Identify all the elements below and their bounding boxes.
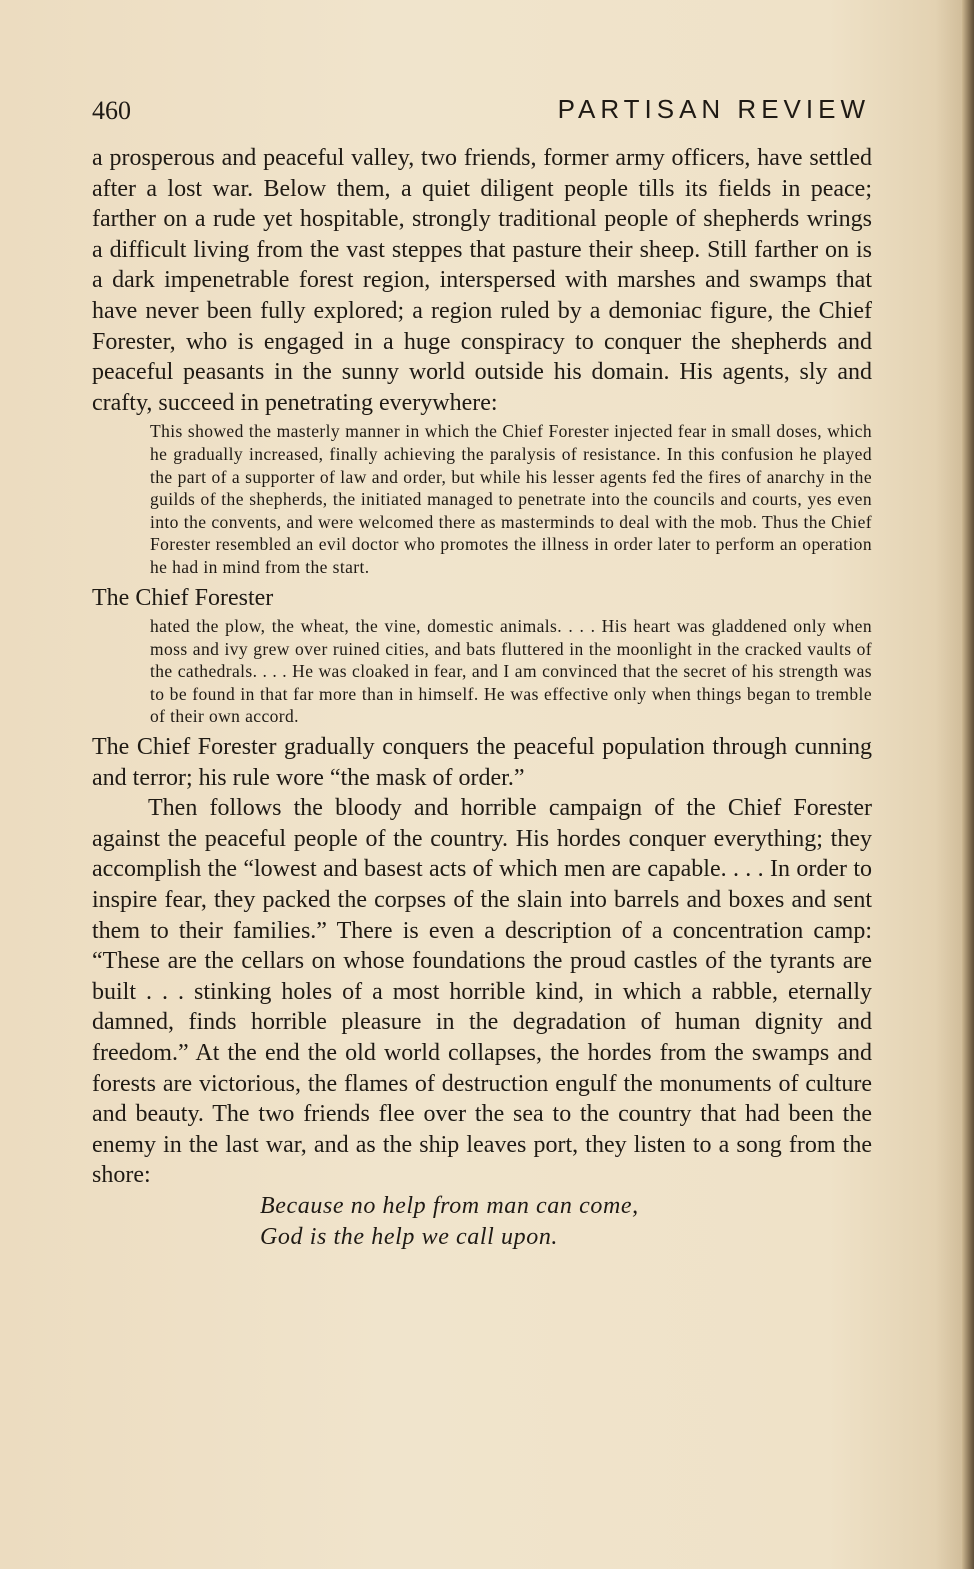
verse-line-2: God is the help we call upon.	[260, 1223, 559, 1250]
page-number: 460	[92, 96, 131, 125]
article-body	[92, 143, 872, 1252]
block-quote-2: hated the plow, the wheat, the vine, domestic animals. . . . His heart was gladdened only when moss and ivy grew over ruined cities, and bats fluttered in the moonlight in the cracked vaults of the cathedrals. . . . He was cloaked in fear, and I am convinced that the secret of his strength was to be found in that far more than in himself. He was effective only when things began to tremble of their own accord.	[150, 616, 872, 727]
verse-quote	[260, 1191, 872, 1252]
page-header	[92, 94, 870, 130]
quote-lead-in: The Chief Forester	[92, 584, 274, 611]
paragraph-3: The Chief Forester gradually conquers the peaceful population through cunning and terror; his rule wore “the mask of order.”	[92, 734, 872, 791]
verse-line-1: Because no help from man can come,	[260, 1192, 639, 1219]
running-head: PARTISAN REVIEW	[557, 94, 870, 124]
book-spine-edge	[962, 0, 974, 1569]
paragraph-1: a prosperous and peaceful valley, two friends, former army officers, have settled after a lost war. Below them, a quiet diligent people tills its fields in peace; farther on a rude yet hospitable, strongly traditional people of shepherds wrings a difficult living from the vast steppes that pasture their sheep. Still farther on is a dark impenetrable forest region, interspersed with marshes and swamps that have never been fully explored; a region ruled by a demoniac figure, the Chief Forester, who is engaged in a huge conspiracy to conquer the shepherds and peaceful peasants in the sunny world outside his domain. His agents, sly and crafty, succeed in penetrating everywhere:	[92, 145, 872, 416]
block-quote-1: This showed the masterly manner in which the Chief Forester injected fear in small doses, which he gradually increased, finally achieving the paralysis of resistance. In this confusion he played the part of a supporter of law and order, but while his lesser agents fed the fires of anarchy in the guilds of the shepherds, the initiated managed to penetrate into the councils and courts, yes even into the convents, and were welcomed there as masterminds to deal with the mob. Thus the Chief Forester resembled an evil doctor who promotes the illness in order later to perform an operation he had in mind from the start.	[150, 421, 872, 577]
paragraph-4: Then follows the bloody and horrible campaign of the Chief Forester against the peaceful people of the country. His hordes conquer everything; they accomplish the “lowest and basest acts of which men are capable. . . . In order to inspire fear, they packed the corpses of the slain into barrels and boxes and sent them to their families.” There is even a description of a concentration camp: “These are the cellars on whose foundations the proud castles of the tyrants are built . . . stinking holes of a most horrible kind, in which a rabble, eternally damned, finds horrible pleasure in the degradation of human dignity and freedom.” At the end the old world collapses, the hordes from the swamps and forests are victorious, the flames of destruction engulf the monuments of culture and beauty. The two friends flee over the sea to the country that had been the enemy in the last war, and as the ship leaves port, they listen to a song from the shore:	[92, 795, 872, 1189]
